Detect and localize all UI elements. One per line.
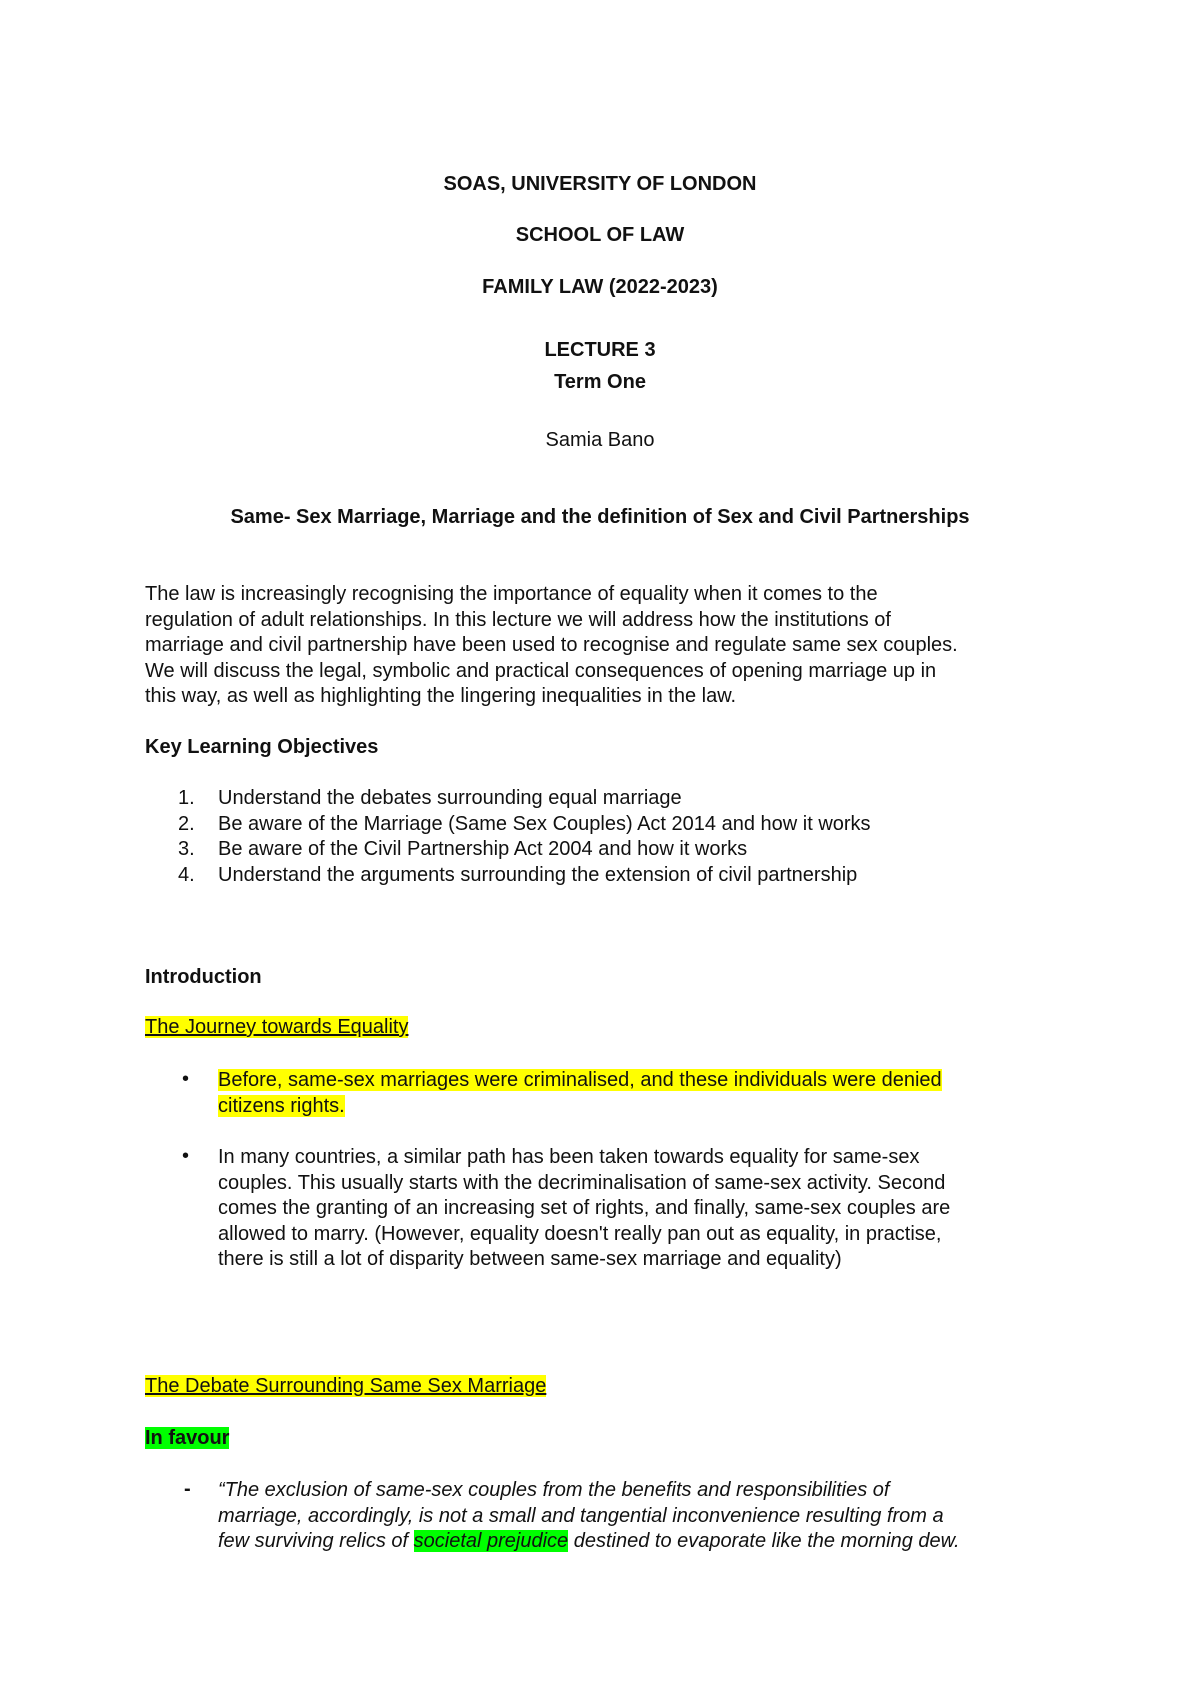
quote-item [218,1478,1038,1555]
quote-line: “The exclusion of same-sex couples from the benefits and responsibilities of [218,1479,890,1501]
paragraph-line: We will discuss the legal, symbolic and practical consequences of opening marriage up in [145,659,937,682]
list-number: 4. [178,863,195,886]
dash-marker-icon: - [184,1478,191,1500]
school-heading: SCHOOL OF LAW [515,224,685,246]
introduction-heading: Introduction [145,966,262,988]
journey-subheading [145,1016,408,1039]
paragraph-line: this way, as well as highlighting the lingering inequalities in the law. [145,685,737,707]
institution-heading: SOAS, UNIVERSITY OF LONDON [443,173,757,195]
paragraph-line: regulation of adult relationships. In this lecture we will address how the institutions of [145,608,891,631]
objectives-list [0,786,1200,896]
debate-subheading [145,1375,546,1398]
bullet-line: allowed to marry. (However, equality doesn't really pan out as equality, in practise, [218,1222,942,1245]
objectives-heading: Key Learning Objectives [145,736,379,758]
quote-line [218,1529,1038,1555]
bullet-line: Before, same-sex marriages were criminalised, and these individuals were denied [218,1069,942,1091]
in-favour-label [145,1427,229,1450]
list-number: 3. [178,838,195,860]
highlighted-phrase: societal prejudice [413,1530,569,1552]
bullet-icon: • [182,1145,190,1167]
list-item-text: Be aware of the Marriage (Same Sex Couples) Act 2014 and how it works [218,812,871,835]
quote-text: few surviving relics of [218,1530,414,1552]
list-number: 2. [178,812,195,835]
author-name: Samia Bano [545,429,655,451]
list-item-text: Understand the debates surrounding equal marriage [218,787,682,809]
bullet-item [218,1145,1038,1273]
bullet-line: In many countries, a similar path has been taken towards equality for same-sex [218,1146,920,1168]
bullet-line: couples. This usually starts with the decriminalisation of same-sex activity. Second [218,1171,946,1194]
journey-subheading-text: The Journey towards Equality [145,1016,409,1038]
intro-paragraph [145,582,1065,710]
paragraph-line: The law is increasingly recognising the importance of equality when it comes to the [145,583,878,605]
bullet-item [218,1068,1038,1119]
list-item-text: Be aware of the Civil Partnership Act 2004 and how it works [218,838,748,860]
bullet-icon: • [182,1068,190,1090]
list-item-text: Understand the arguments surrounding the extension of civil partnership [218,863,858,886]
in-favour-text: In favour [145,1427,230,1449]
term-heading: Term One [554,371,646,393]
list-number: 1. [178,787,195,809]
quote-text: destined to evaporate like the morning dew. [568,1530,960,1552]
course-heading: FAMILY LAW (2022-2023) [482,276,718,298]
bullet-line: comes the granting of an increasing set of rights, and finally, same-sex couples are [218,1197,951,1219]
bullet-line: citizens rights. [218,1094,345,1117]
paragraph-line: marriage and civil partnership have been used to recognise and regulate same sex couples. [145,634,958,656]
bullet-line: there is still a lot of disparity between same-sex marriage and equality) [218,1248,842,1270]
lecture-heading: LECTURE 3 [544,339,656,361]
debate-subheading-text: The Debate Surrounding Same Sex Marriage [145,1375,547,1397]
lecture-title: Same- Sex Marriage, Marriage and the definition of Sex and Civil Partnerships [230,506,970,528]
quote-line: marriage, accordingly, is not a small and tangential inconvenience resulting from a [218,1504,944,1527]
